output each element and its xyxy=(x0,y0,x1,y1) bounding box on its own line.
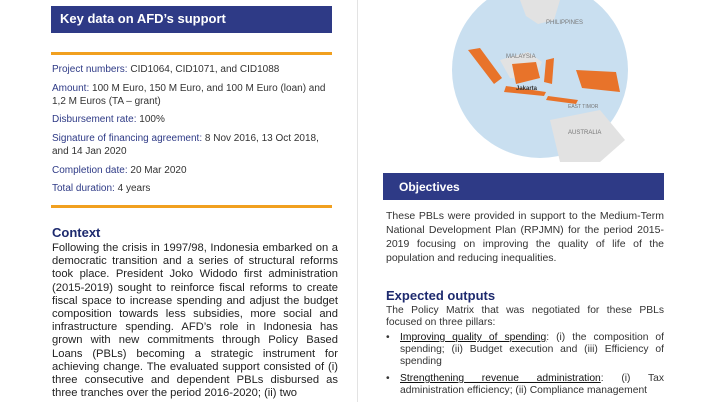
amount-line xyxy=(52,83,337,108)
duration-label: Total duration: xyxy=(52,183,115,194)
map-label-australia: AUSTRALIA xyxy=(568,130,602,136)
map-label-philippines: PHILIPPINES xyxy=(546,20,584,26)
objectives-title: Objectives xyxy=(399,180,460,194)
completion-value: 20 Mar 2020 xyxy=(127,165,187,176)
signature-label: Signature of financing agreement: xyxy=(52,133,203,144)
project-numbers-value: CID1064, CID1071, and CID1088 xyxy=(127,64,280,75)
duration-value: 4 years xyxy=(114,183,151,194)
output-bullet-head: Improving quality of spending xyxy=(400,332,547,343)
indonesia-map xyxy=(450,0,630,162)
map-label-jakarta: Jakarta xyxy=(516,86,538,92)
expected-outputs-intro: The Policy Matrix that was negotiated for these PBLs focused on three pillars: xyxy=(386,305,664,328)
amount-value: 100 M Euro, 150 M Euro, and 100 M Euro (loan) and 1,2 M Euros (TA – grant) xyxy=(52,83,326,107)
objectives-paragraph: These PBLs were provided in support to the Medium-Term National Development Plan (RPJMN) for the period 2015-2019 focusing on improving the quality of life of the population and reducing inequalities. xyxy=(386,210,664,264)
disbursement-line xyxy=(52,114,337,127)
output-bullet-text xyxy=(400,332,664,368)
map-label-east-timor: EAST TIMOR xyxy=(568,104,599,110)
output-bullet-rest: : (i) the composition of spending; (ii) Budget execution and (iii) Efficiency of spending xyxy=(400,332,664,367)
amount-label: Amount: xyxy=(52,83,90,94)
completion-line xyxy=(52,165,337,178)
project-numbers-line xyxy=(52,64,337,77)
expected-outputs-heading: Expected outputs xyxy=(386,288,496,303)
key-data-top-rule xyxy=(51,52,332,55)
disbursement-label: Disbursement rate: xyxy=(52,114,137,125)
context-paragraph: Following the crisis in 1997/98, Indonesia embarked on a democratic transition and a series of structural reforms took place. President Joko Widodo first administration (2015-2019) sought to reinforce fiscal reforms to create fiscal space to increase spending and adjust the budget composition towards less subsidies, more social and infrastructure spending. AFD’s role in Indonesia has grown with new commitments through Policy Based Loans (PBLs) becoming a strategic instrument for achieving change. The evaluated support consisted of (i) three consecutive and dependent PBLs disbursed as three tranches over the period 2016-2020; (ii) two xyxy=(52,242,338,400)
project-numbers-label: Project numbers: xyxy=(52,64,128,75)
bullet-dot: • xyxy=(386,373,390,384)
context-heading: Context xyxy=(52,225,101,240)
output-bullet-rest: : (i) Tax administration efficiency; (ii) Compliance management xyxy=(400,373,664,396)
output-bullet-head: Strengthening revenue administration xyxy=(400,373,601,384)
signature-value: 8 Nov 2016, 13 Oct 2018, and 14 Jan 2020 xyxy=(52,133,319,157)
signature-line xyxy=(52,133,337,158)
output-bullet-text xyxy=(400,373,664,397)
disbursement-value: 100% xyxy=(136,114,165,125)
column-divider xyxy=(357,0,358,402)
bullet-dot: • xyxy=(386,332,390,343)
duration-line xyxy=(52,183,337,196)
map-label-malaysia: MALAYSIA xyxy=(506,54,536,60)
key-data-bottom-rule xyxy=(51,205,332,208)
completion-label: Completion date: xyxy=(52,165,128,176)
key-data-title: Key data on AFD’s support xyxy=(60,11,226,26)
